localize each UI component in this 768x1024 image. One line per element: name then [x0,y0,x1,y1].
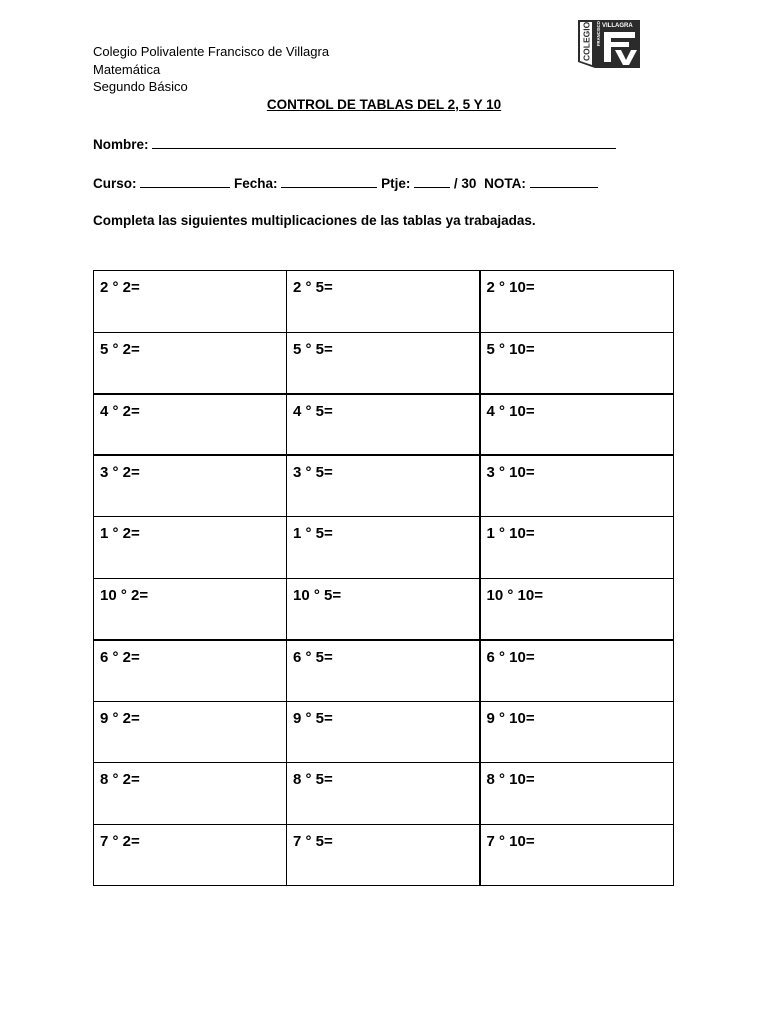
logo-text-villagra: VILLAGRA [602,23,633,29]
nombre-row [93,136,616,152]
exercise-cell[interactable]: 7 ° 2= [94,824,287,886]
instructions: Completa las siguientes multiplicaciones de las tablas ya trabajadas. [93,213,536,228]
exercise-cell[interactable]: 7 ° 5= [287,824,480,886]
fecha-blank[interactable] [281,175,377,188]
table-row [94,640,674,702]
curso-blank[interactable] [140,175,230,188]
exercise-cell[interactable]: 3 ° 2= [94,455,287,517]
exercise-cell[interactable]: 5 ° 5= [287,332,480,394]
exercise-cell[interactable]: 9 ° 10= [480,701,674,763]
exercise-cell[interactable]: 1 ° 2= [94,517,287,579]
exercise-cell[interactable]: 10 ° 10= [480,578,674,640]
table-row [94,763,674,825]
exercise-cell[interactable]: 8 ° 10= [480,763,674,825]
subject-name: Matemática [93,61,161,77]
table-row [94,578,674,640]
ptje-total: / 30 [453,176,477,191]
exercise-cell[interactable]: 9 ° 5= [287,701,480,763]
exercise-cell[interactable]: 6 ° 2= [94,640,287,702]
exercise-cell[interactable]: 8 ° 2= [94,763,287,825]
school-logo [577,18,641,72]
table-row [94,394,674,456]
exercise-cell[interactable]: 10 ° 2= [94,578,287,640]
table-row [94,271,674,333]
nota-label: NOTA: [484,176,526,191]
exercise-cell[interactable]: 9 ° 2= [94,701,287,763]
curso-label: Curso: [93,176,137,191]
exercise-cell[interactable]: 4 ° 5= [287,394,480,456]
ptje-blank[interactable] [414,175,450,188]
exercise-cell[interactable]: 1 ° 10= [480,517,674,579]
exercise-cell[interactable]: 3 ° 5= [287,455,480,517]
logo-text-colegio: COLEGIO [581,21,592,61]
exercise-cell[interactable]: 4 ° 2= [94,394,287,456]
exercise-cell[interactable]: 2 ° 5= [287,271,480,333]
table-row [94,455,674,517]
exercise-cell[interactable]: 6 ° 10= [480,640,674,702]
table-row [94,332,674,394]
exercise-cell[interactable]: 3 ° 10= [480,455,674,517]
curso-row [93,175,598,191]
worksheet-title: CONTROL DE TABLAS DEL 2, 5 Y 10 [266,97,502,112]
exercise-cell[interactable]: 4 ° 10= [480,394,674,456]
nota-blank[interactable] [530,175,598,188]
exercise-cell[interactable]: 6 ° 5= [287,640,480,702]
school-name: Colegio Polivalente Francisco de Villagra [93,44,330,59]
exercise-cell[interactable]: 8 ° 5= [287,763,480,825]
school-header [93,43,329,96]
exercise-table [93,270,674,886]
exercise-cell[interactable]: 10 ° 5= [287,578,480,640]
exercise-cell[interactable]: 1 ° 5= [287,517,480,579]
nombre-blank[interactable] [152,136,616,149]
grade-level: Segundo Básico [93,79,188,94]
fecha-label: Fecha: [234,176,278,191]
exercise-cell[interactable]: 5 ° 2= [94,332,287,394]
logo-text-francisco: FRANCISCO [596,21,601,46]
exercise-cell[interactable]: 7 ° 10= [480,824,674,886]
ptje-label: Ptje: [381,176,411,191]
table-row [94,701,674,763]
nombre-label: Nombre: [93,137,149,152]
exercise-cell[interactable]: 2 ° 2= [94,271,287,333]
exercise-cell[interactable]: 5 ° 10= [480,332,674,394]
table-row [94,824,674,886]
table-row [94,517,674,579]
exercise-cell[interactable]: 2 ° 10= [480,271,674,333]
